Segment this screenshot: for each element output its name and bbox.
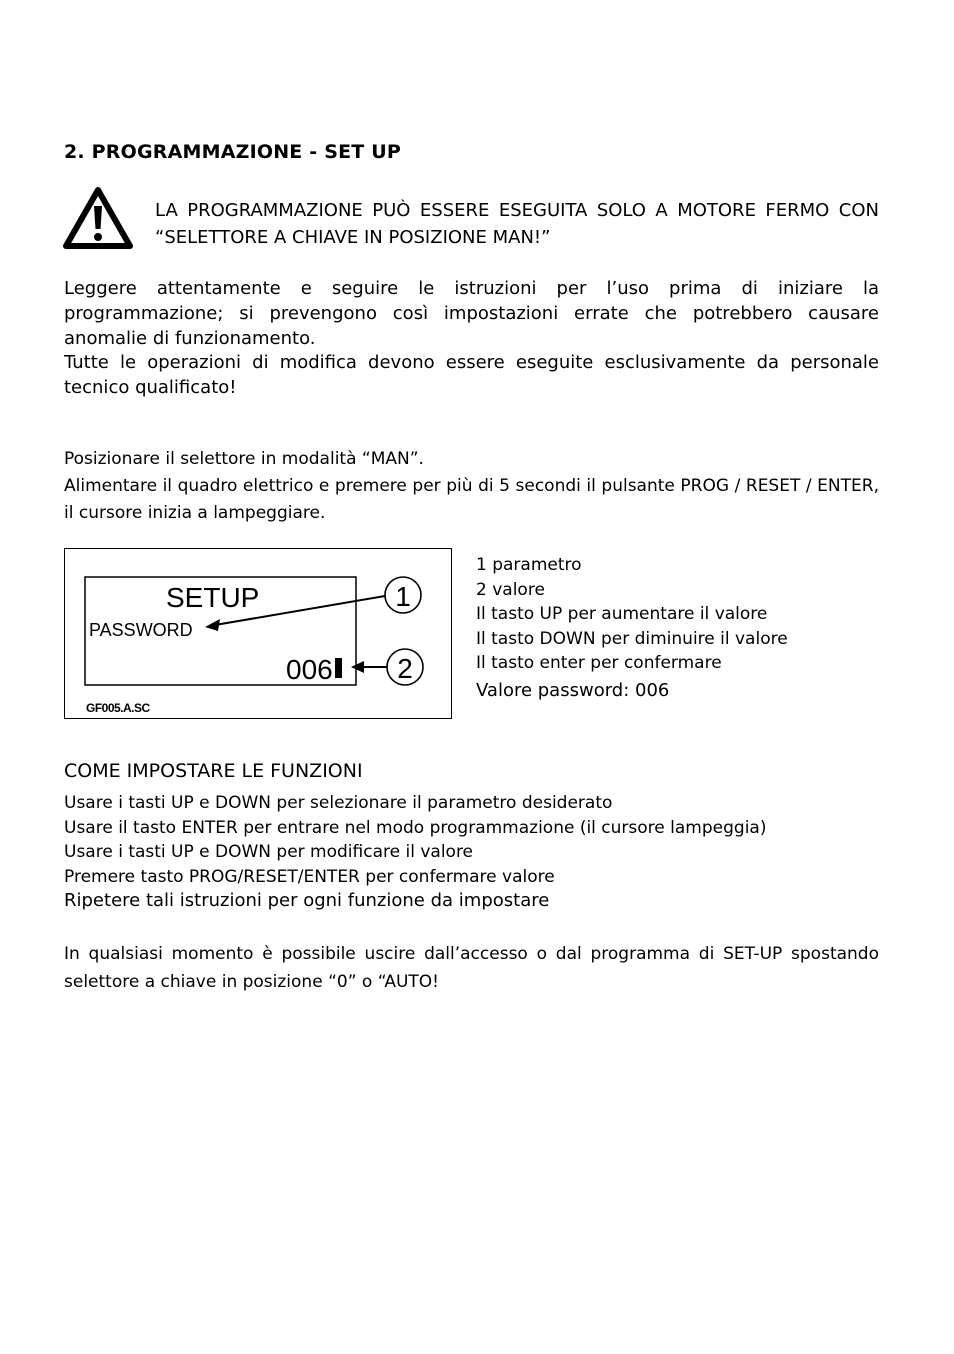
arrow-head [351, 661, 364, 673]
display-diagram [65, 549, 450, 717]
lcd-title: SETUP [166, 582, 260, 613]
intro-paragraph: Posizionare il selettore in modalità “MAN”. [64, 449, 424, 469]
callout-number: 2 [397, 653, 413, 684]
warning-triangle-icon [62, 186, 134, 250]
exit-note: In qualsiasi momento è possibile uscire dall’accesso o dal programma di SET-UP spostando selettore a chiave in posizione “0” o “AUTO! [64, 944, 879, 992]
intro-paragraph: Alimentare il quadro elettrico e premere per più di 5 secondi il pulsante PROG / RESET / ENTER, il cursore inizia a lampeggiare. [64, 476, 879, 523]
functions-title: COME IMPOSTARE LE FUNZIONI [64, 760, 363, 782]
lcd-cursor [335, 658, 342, 678]
arrow-head [205, 619, 220, 631]
figure-code: GF005.A.SC [86, 701, 150, 715]
step-item: Usare il tasto ENTER per entrare nel modo programmazione (il cursore lampeggia) [64, 817, 767, 838]
lcd-label: PASSWORD [89, 620, 193, 640]
callout-number: 1 [395, 581, 411, 612]
note-paragraph: Leggere attentamente e seguire le istruzioni per l’uso prima di iniziare la programmazione; si prevengono così impostazioni errate che potrebbero causare anomalie di funzionamento. [64, 278, 879, 349]
legend-item: Il tasto enter per confermare [476, 653, 722, 673]
step-item: Usare i tasti UP e DOWN per selezionare il parametro desiderato [64, 793, 613, 813]
legend-item: Il tasto DOWN per diminuire il valore [476, 628, 788, 649]
display-figure [64, 548, 452, 719]
password-value: Valore password: 006 [476, 679, 670, 701]
step-item: Premere tasto PROG/RESET/ENTER per confermare valore [64, 866, 555, 887]
legend-item: 2 valore [476, 579, 545, 600]
legend-item: 1 parametro [476, 555, 582, 575]
warning-text: LA PROGRAMMAZIONE PUÒ ESSERE ESEGUITA SOLO A MOTORE FERMO CON “SELETTORE A CHIAVE IN POSIZIONE MAN!” [155, 200, 879, 248]
step-item: Usare i tasti UP e DOWN per modificare il valore [64, 842, 474, 862]
functions-steps [64, 791, 766, 914]
section-title: 2. PROGRAMMAZIONE - SET UP [64, 141, 401, 163]
note-paragraph: Tutte le operazioni di modifica devono essere eseguite esclusivamente da personale tecnico qualificato! [64, 352, 879, 398]
legend [476, 553, 788, 703]
lcd-value: 006 [286, 654, 333, 685]
legend-item: Il tasto UP per aumentare il valore [476, 604, 768, 624]
repeat-note: Ripetere tali istruzioni per ogni funzione da impostare [64, 890, 550, 911]
